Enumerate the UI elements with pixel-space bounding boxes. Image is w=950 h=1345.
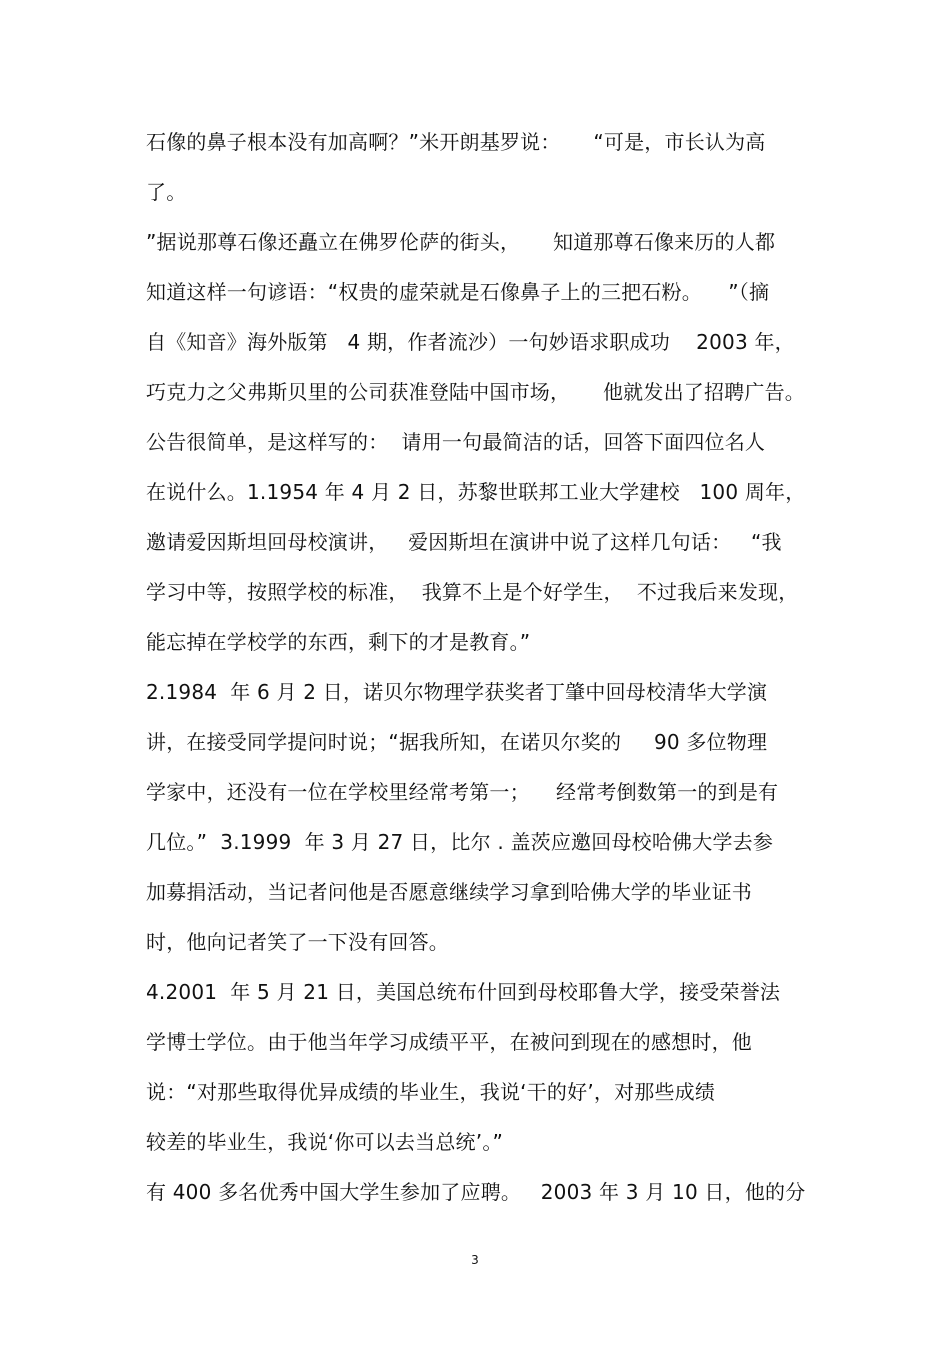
text-line: 石像的鼻子根本没有加高啊？”米开朗基罗说： “可是，市长认为高	[146, 130, 766, 154]
text-line: 公告很简单，是这样写的： 请用一句最简洁的话，回答下面四位名人	[146, 430, 766, 454]
text-line: 2.1984 年 6 月 2 日，诺贝尔物理学获奖者丁肇中回母校清华大学演	[146, 680, 768, 704]
text-line: 4.2001 年 5 月 21 日，美国总统布什回到母校耶鲁大学，接受荣誉法	[146, 980, 781, 1004]
text-line: 较差的毕业生，我说‘你可以去当总统’。”	[146, 1130, 504, 1154]
text-line: 在说什么。1.1954 年 4 月 2 日，苏黎世联邦工业大学建校 100 周年，	[146, 480, 806, 504]
text-line: 有 400 多名优秀中国大学生参加了应聘。 2003 年 3 月 10 日，他的分	[146, 1180, 806, 1204]
text-line: ”据说那尊石像还矗立在佛罗伦萨的街头， 知道那尊石像来历的人都	[146, 230, 776, 254]
text-line: 加募捐活动，当记者问他是否愿意继续学习拿到哈佛大学的毕业证书	[146, 880, 752, 904]
text-line: 了。	[146, 180, 187, 204]
page-number: 3	[471, 1253, 479, 1267]
text-line: 讲，在接受同学提问时说；“据我所知，在诺贝尔奖的 90 多位物理	[146, 730, 768, 754]
text-line: 知道这样一句谚语：“权贵的虚荣就是石像鼻子上的三把石粉。 ”（摘	[146, 280, 770, 304]
text-line: 几位。” 3.1999 年 3 月 27 日，比尔 . 盖茨应邀回母校哈佛大学去参	[146, 830, 774, 854]
text-line: 说：“对那些取得优异成绩的毕业生，我说‘干的好’，对那些成绩	[146, 1080, 716, 1104]
text-line: 学博士学位。由于他当年学习成绩平平，在被问到现在的感想时，他	[146, 1030, 752, 1054]
text-line: 巧克力之父弗斯贝里的公司获准登陆中国市场， 他就发出了招聘广告。	[146, 380, 805, 404]
text-line: 邀请爱因斯坦回母校演讲， 爱因斯坦在演讲中说了这样几句话： “我	[146, 530, 782, 554]
text-line: 学家中，还没有一位在学校里经常考第一； 经常考倒数第一的到是有	[146, 780, 779, 804]
text-line: 学习中等，按照学校的标准， 我算不上是个好学生， 不过我后来发现，	[146, 580, 799, 604]
text-line: 能忘掉在学校学的东西，剩下的才是教育。”	[146, 630, 531, 654]
text-line: 时，他向记者笑了一下没有回答。	[146, 930, 449, 954]
text-line: 自《知音》海外版第 4 期，作者流沙）一句妙语求职成功 2003 年，	[146, 330, 795, 354]
